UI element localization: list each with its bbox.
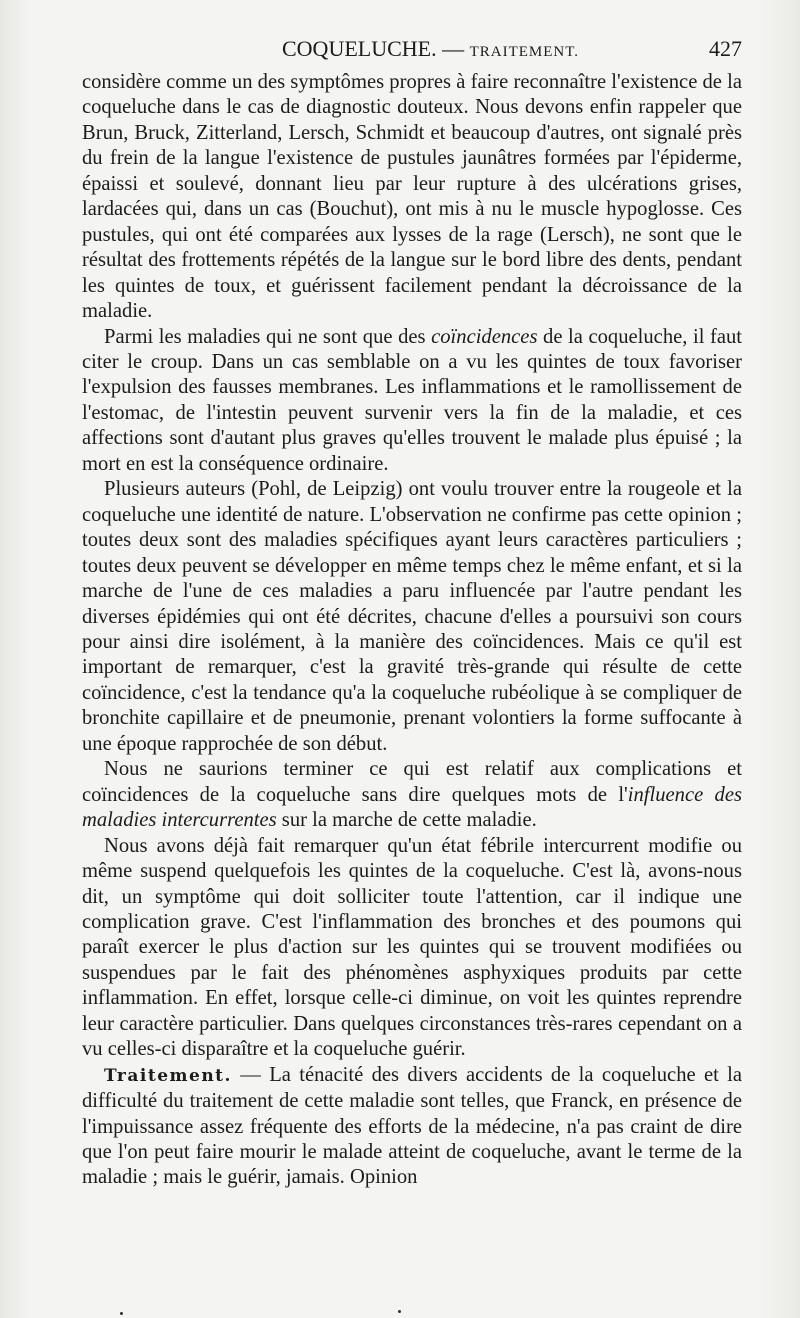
italic-phrase: influence des maladies intercurrentes	[82, 783, 742, 832]
section-heading: Traitement.	[104, 1065, 232, 1086]
running-subtitle: TRAITEMENT.	[469, 44, 580, 60]
print-speck	[120, 1312, 123, 1315]
paragraph	[82, 834, 742, 1063]
text-run: Parmi les maladies qui ne sont que des	[104, 325, 432, 348]
paragraph	[82, 325, 742, 478]
print-speck	[398, 1310, 401, 1313]
body-text	[82, 70, 742, 1191]
paragraph	[82, 477, 742, 757]
running-title: COQUELUCHE.	[282, 36, 437, 61]
italic-phrase: coïncidences	[431, 325, 538, 348]
paragraph	[82, 757, 742, 833]
text-run: de la coqueluche, il faut citer le croup. Dans un cas semblable on a vu les quintes de toux favoriser l'expulsion des fausses membranes. Les inflammations et le ramollissement de l'estomac, de l'intestin peuvent survenir vers la fin de la maladie, et ces affections sont d'autant plus graves qu'elles trouvent le malade plus épuisé ; la mort en est la conséquence ordinaire.	[82, 325, 743, 475]
text-run: — La ténacité des divers accidents de la coqueluche et la difficulté du traitement de cette maladie sont telles, que Franck, en présence de l'impuissance assez fréquente des efforts de la médecine, n'a pas craint de dire que l'on peut faire mourir le malade atteint de coqueluche, avant le terme de la maladie ; mais le guérir, jamais. Opinion	[82, 1063, 742, 1189]
text-run: Nous ne saurions terminer ce qui est relatif aux complications et coïncidences de la coqueluche sans dire quelques mots de l'	[82, 758, 742, 806]
text-run: considère comme un des symptômes propres à faire reconnaître l'existence de la coqueluche dans le cas de diagnostic douteux. Nous devons enfin rappeler que Brun, Bruck, Zitterland, Lersch, Schmidt et beaucoup d'autres, ont signalé près du frein de la langue l'existence de pustules jaunâtres formées par l'épiderme, épaissi et soulevé, donnant lieu par leur rupture à des ulcérations grises, lardacées qui, dans un cas (Bouchut), ont mis à nu le muscle hypoglosse. Ces pustules, qui ont été comparées aux lysses de la rage (Lersch), ne sont que le résultat des frottements répétés de la langue sur le bord libre des dents, pendant les quintes de toux, et guérissent facilement pendant la décroissance de la maladie.	[82, 71, 742, 323]
page-header	[82, 36, 742, 66]
paragraph	[82, 1063, 742, 1191]
text-run: sur la marche de cette maladie.	[276, 809, 537, 832]
running-head	[282, 36, 579, 62]
running-head-dash: —	[442, 36, 465, 61]
text-run: Plusieurs auteurs (Pohl, de Leipzig) ont voulu trouver entre la rougeole et la coqueluche une identité de nature. L'observation ne confirme pas cette opinion ; toutes deux sont des maladies spécifiques ayant leurs caractères particuliers ; toutes deux peuvent se développer en même temps chez le même enfant, et si la marche de l'une de ces maladies a paru influencée par l'autre pendant les diverses épidémies qui ont été décrites, chacune d'elles a poursuivi son cours pour ainsi dire isolément, à la manière des coïncidences. Mais ce qu'il est important de remarquer, c'est la gravité très-grande qui résulte de cette coïncidence, c'est la tendance qu'a la coqueluche rubéolique à se compliquer de bronchite capillaire et de pneumonie, prenant volontiers la forme suffocante à une époque rapprochée de son début.	[82, 478, 742, 755]
paragraph	[82, 70, 742, 325]
text-run: Nous avons déjà fait remarquer qu'un état fébrile intercurrent modifie ou même suspend quelquefois les quintes de la coqueluche. C'est là, avons-nous dit, un symptôme qui doit solliciter toute l'attention, car il indique une complication grave. C'est l'inflammation des bronches et des poumons qui paraît exercer le plus d'action sur les quintes qui se trouvent modifiées ou suspendues par le fait des phénomènes asphyxiques produits par cette inflammation. En effet, lorsque celle-ci diminue, on voit les quintes reprendre leur caractère particulier. Dans quelques circonstances très-rares cependant on a vu celles-ci disparaître et la coqueluche guérir.	[82, 834, 742, 1061]
page-number: 427	[709, 36, 742, 61]
